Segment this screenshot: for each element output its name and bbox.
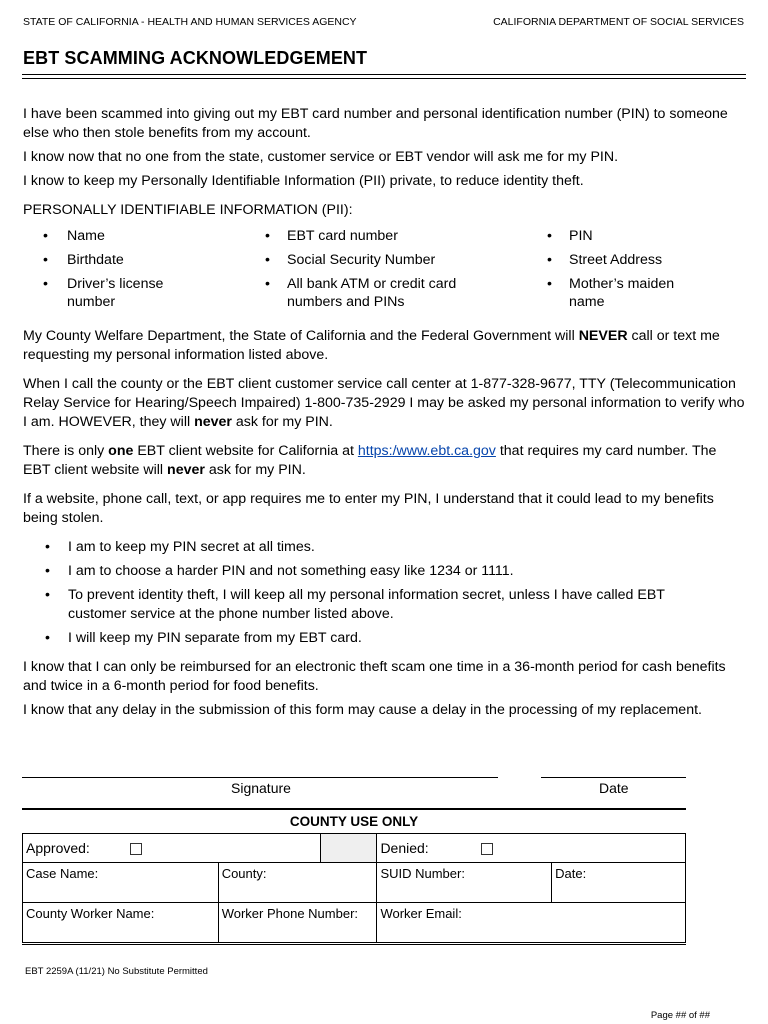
pin-rule-item: • I am to keep my PIN secret at all times.: [45, 539, 315, 555]
call-center-paragraph: When I call the county or the EBT client customer service call center at 1-877-328-9677, TTY (Telecommunication Relay Service for Hearing/Speech Impaired) 1-800-735-2929 I may be asked my personal information to verify who I am. HOWEVER, they will never ask for my PIN.: [23, 376, 745, 430]
denied-checkbox[interactable]: [481, 843, 493, 855]
bullet-icon: •: [547, 276, 552, 292]
signature-line[interactable]: [22, 777, 498, 778]
delay-paragraph: I know that any delay in the submission of this form may cause a delay in the processing of my replacement.: [23, 702, 702, 718]
bullet-icon: •: [43, 228, 48, 244]
pin-warning-paragraph: If a website, phone call, text, or app requires me to enter my PIN, I understand that it could lead to my benefits being stolen.: [23, 491, 714, 526]
never-call-paragraph: My County Welfare Department, the State of California and the Federal Government will NEVER call or text me requesting my personal information listed above.: [23, 328, 720, 363]
suid-number-field[interactable]: SUID Number:: [377, 863, 552, 903]
date-line[interactable]: [541, 777, 686, 778]
page-title: EBT SCAMMING ACKNOWLEDGEMENT: [23, 48, 368, 68]
intro-paragraph-2: I know now that no one from the state, customer service or EBT vendor will ask me for my PIN.: [23, 149, 619, 165]
agency-header: STATE OF CALIFORNIA - HEALTH AND HUMAN SERVICES AGENCY: [23, 16, 357, 28]
pin-rules-list: [23, 538, 747, 648]
title-rule-top: [22, 74, 746, 75]
pin-rule-item: • I will keep my PIN separate from my EBT card.: [45, 630, 362, 646]
bullet-icon: •: [45, 630, 50, 646]
county-worker-name-field[interactable]: County Worker Name:: [23, 903, 219, 943]
reimburse-paragraph: I know that I can only be reimbursed for an electronic theft scam one time in a 36-month period for cash benefits and twice in a 6-month period for food benefits.: [23, 659, 726, 694]
intro-paragraph-1: I have been scammed into giving out my EBT card number and personal identification number (PIN) to someone else who then stole benefits from my account.: [23, 106, 728, 141]
county-section-rule: [22, 808, 686, 810]
bullet-icon: •: [547, 252, 552, 268]
pii-item: • All bank ATM or credit card numbers and PINs: [265, 276, 457, 310]
bullet-icon: •: [547, 228, 552, 244]
bullet-icon: •: [45, 587, 50, 603]
case-name-field[interactable]: Case Name:: [23, 863, 219, 903]
county-use-title: COUNTY USE ONLY: [289, 814, 419, 829]
county-use-table: [22, 833, 686, 943]
bullet-icon: •: [265, 252, 270, 268]
pii-item: • Driver’s license number: [43, 276, 164, 310]
bullet-icon: •: [45, 563, 50, 579]
county-field[interactable]: County:: [218, 863, 377, 903]
pii-item: • Name: [43, 228, 105, 244]
bullet-icon: •: [43, 276, 48, 292]
worker-email-field[interactable]: Worker Email:: [377, 903, 686, 943]
approved-checkbox[interactable]: [130, 843, 142, 855]
date-label: Date: [599, 780, 629, 796]
pii-heading: PERSONALLY IDENTIFIABLE INFORMATION (PII):: [23, 202, 353, 218]
pin-rule-item: • To prevent identity theft, I will keep all my personal information secret, unless I have called EBT customer service at the phone number listed above.: [45, 587, 665, 622]
county-table-bottom-rule: [22, 944, 686, 945]
pii-item: • Birthdate: [43, 252, 124, 268]
pii-column-2: [265, 227, 545, 317]
pii-item: • Mother’s maiden name: [547, 276, 675, 310]
pii-item: • Social Security Number: [265, 252, 436, 268]
denied-label: Denied:: [380, 840, 429, 856]
pii-column-1: [23, 227, 265, 317]
bullet-icon: •: [265, 276, 270, 292]
form-code: EBT 2259A (11/21) No Substitute Permitted: [25, 966, 208, 977]
pii-list: [23, 227, 747, 317]
pii-item: • PIN: [547, 228, 593, 244]
ebt-website-link[interactable]: https:/www.ebt.ca.gov: [357, 443, 496, 459]
shaded-cell: [320, 834, 377, 863]
approved-label: Approved:: [26, 840, 90, 856]
department-header: CALIFORNIA DEPARTMENT OF SOCIAL SERVICES: [493, 16, 744, 28]
website-paragraph: There is only one EBT client website for California at https:/www.ebt.ca.gov that requires my card number. The EBT client website will never ask for my PIN.: [23, 443, 717, 478]
bullet-icon: •: [43, 252, 48, 268]
bullet-icon: •: [265, 228, 270, 244]
page-number: Page ## of ##: [650, 1010, 710, 1021]
approved-cell: [23, 834, 321, 863]
date-field[interactable]: Date:: [552, 863, 686, 903]
intro-paragraph-3: I know to keep my Personally Identifiable Information (PII) private, to reduce identity theft.: [23, 173, 584, 189]
pii-item: • Street Address: [547, 252, 663, 268]
pii-item: • EBT card number: [265, 228, 398, 244]
signature-label: Signature: [231, 780, 291, 796]
form-body: [23, 105, 747, 720]
denied-cell: [377, 834, 686, 863]
bullet-icon: •: [45, 539, 50, 555]
title-rule-bottom: [22, 78, 746, 79]
pii-column-3: [545, 227, 745, 317]
pin-rule-item: • I am to choose a harder PIN and not something easy like 1234 or 1111.: [45, 563, 514, 579]
worker-phone-field[interactable]: Worker Phone Number:: [218, 903, 377, 943]
